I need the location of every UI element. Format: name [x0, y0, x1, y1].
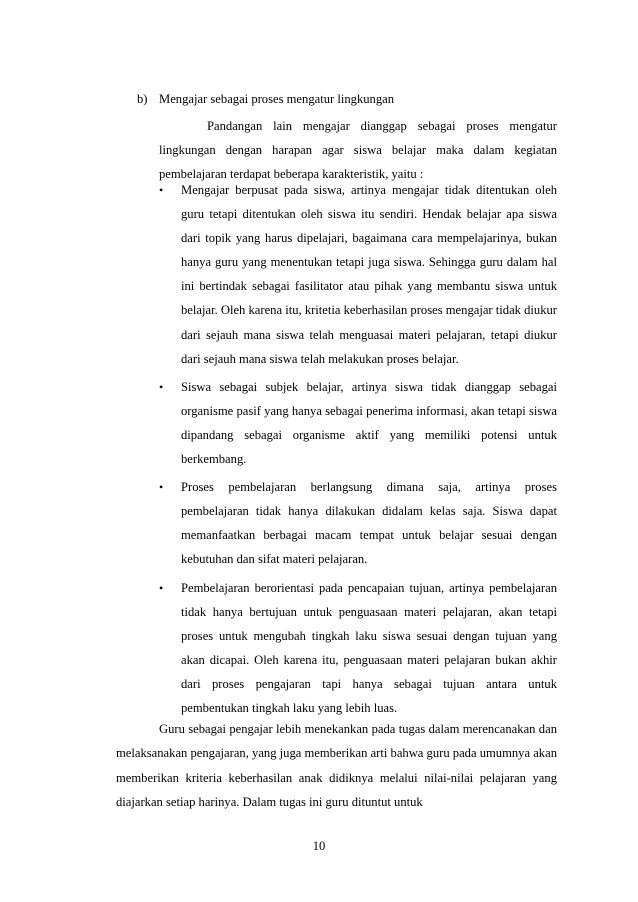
bullet-icon: •: [159, 379, 164, 394]
list-item-text: Pembelajaran berorientasi pada pencapaian tujuan, artinya pembelajaran tidak hanya bertujuan untuk penguasaan materi pelajaran, akan tetapi proses untuk mengubah tingkah laku siswa sesuai dengan tujuan yang akan dicapai. Oleh karena itu, penguasaan materi pelajaran bukan akhir dari proses pengajaran tapi hanya sebagai tujuan antara untuk pembentukan tingkah laku yang lebih luas.: [181, 580, 557, 715]
list-item-text: Siswa sebagai subjek belajar, artinya siswa tidak dianggap sebagai organisme pasif yang hanya sebagai penerima informasi, akan tetapi siswa dipandang sebagai organisme aktif yang memiliki potensi untuk berkembang.: [181, 379, 557, 467]
list-item-text: Proses pembelajaran berlangsung dimana saja, artinya proses pembelajaran tidak hanya dilakukan didalam kelas saja. Siswa dapat memanfaatkan berbagai macam tempat untuk belajar sesuai dengan kebutuhan dan sifat materi pelajaran.: [181, 480, 557, 567]
list-item: [159, 178, 557, 371]
intro-paragraph: Pandangan lain mengajar dianggap sebagai proses mengatur lingkungan dengan harapan agar siswa belajar maka dalam kegiatan pembelajaran terdapat beberapa karakteristik, yaitu :: [159, 119, 557, 181]
characteristics-list: [159, 178, 557, 724]
list-item: [159, 576, 557, 721]
page-number: 10: [312, 839, 326, 853]
section-marker: b): [137, 92, 148, 106]
closing-paragraph: Guru sebagai pengajar lebih menekankan pada tugas dalam merencanakan dan melaksanakan pengajaran, yang juga memberikan arti bahwa guru pada umumnya akan memberikan kriteria keberhasilan anak didiknya melalui nilai-nilai pelajaran yang diajarkan setiap harinya. Dalam tugas ini guru dituntut untuk: [116, 722, 557, 809]
section-heading: [137, 89, 557, 109]
bullet-icon: •: [159, 580, 164, 595]
bullet-icon: •: [159, 480, 164, 495]
list-item: [159, 475, 557, 571]
bullet-icon: •: [159, 183, 164, 197]
section-title: Mengajar sebagai proses mengatur lingkungan: [159, 92, 395, 106]
list-item-text: Mengajar berpusat pada siswa, artinya mengajar tidak ditentukan oleh guru tetapi ditentukan oleh siswa itu sendiri. Hendak belajar apa siswa dari topik yang harus dipelajari, bagaimana cara mempelajarinya, bukan hanya guru yang menentukan tetapi juga siswa. Sehingga guru dalam hal ini bertindak sebagai fasilitator atau pihak yang membantu siswa untuk belajar. Oleh karena itu, kritetia keberhasilan proses mengajar tidak diukur dari sejauh mana siswa telah menguasai materi pelajaran, tetapi diukur dari sejauh mana siswa telah melakukan proses belajar.: [181, 183, 557, 366]
list-item: [159, 375, 557, 471]
